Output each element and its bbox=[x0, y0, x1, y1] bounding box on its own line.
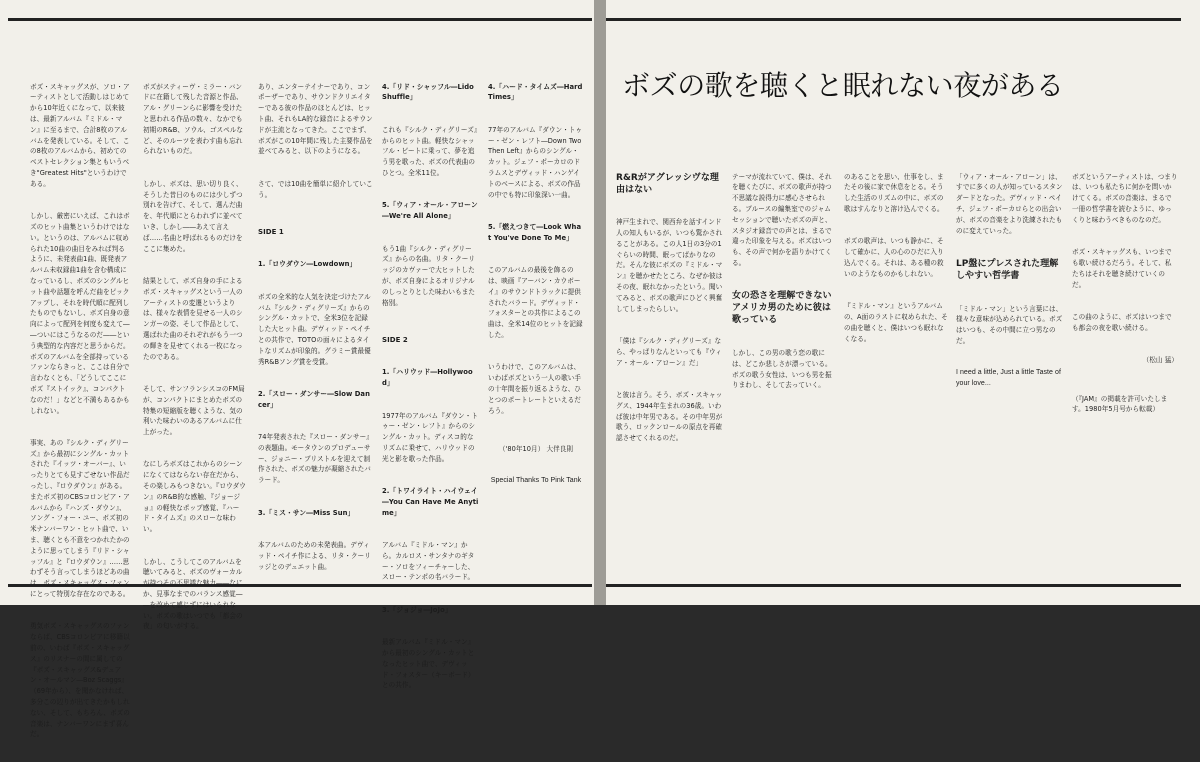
paragraph: 事実、あの『シルク・ディグリーズ』から最初にシングル・カットされた『イッツ・オーバー』、いったりとても見すごせない作品だったし、『ロウダウン』がある。またボズ初のCBSコロンビア・アルバムから『ハンズ・ダウン』、ソング・フォー・ユー、ボズ初の米ナンバーワン・ヒット曲で、いま、聴くとも不意をつかれたかのように思ってしまう『リド・シャッフル』と『ロウダウン』……思わずそう言ってしまうほどあの曲 にとって特別な存在なのである。 bbox=[30, 438, 130, 599]
paragraph: 勇気ボズ・スキャッグスのファンならば、CBSコロンビアに移籍以前の、いわば『ボズ・スキャッグス』のリスナーの間に属しての『ボズ・スキャッグス&デュアン・オールマン―Boz Scaggs』（69年から）、を聞かなければ、多分この辺りが出てきたかもしれない、そして、もちろん、ボズの音楽は、ナンバーワンにまず喜んだ。 bbox=[30, 622, 130, 739]
track-title: 1.「ハリウッド―Hollywood」 bbox=[382, 368, 473, 388]
paragraph: ボズ・スキャッグスが、ソロ・アーティストとして活動しはじめてから10年近くになって、以来彼は、最新アルバム『ミドル・マン』に至るまで、合計8枚のアルバムを発表している。そして、この8枚のアルバムから、初めてのベストセレクション集ともいうべき"Greatest Hits"というわけである。 bbox=[30, 82, 130, 188]
bottom-rule bbox=[606, 584, 1181, 587]
paragraph: しかし、この男の歌う恋の歌には、どこか悲しさが漂っている。ボズの歌う女性は、いつも男を振りまわし、そして去っていく。 bbox=[732, 348, 832, 390]
track-title: 3.「ジョジョ―JoJo」 bbox=[382, 605, 452, 614]
paragraph: しかし、こうしてこのアルバムを聴いてみると、ボズのヴォーカル か、見事なまでのバランス感覚――を改めて感じずにはいられない。ボズの歌はいつでも「都会の夜」の匂いがする。 bbox=[143, 557, 243, 631]
track-title: 4.「リド・シャッフル―Lido Shuffle」 bbox=[382, 82, 477, 102]
track-title: 2.「トワイライト・ハイウェイ―You Can Have Me Anytime」 bbox=[382, 487, 479, 517]
track-description: ボズの全米的な人気を決定づけたアルバム『シルク・ディグリーズ』からのシングル・カットで、全米3位を記録した大ヒット曲。デヴィッド・ペイチとの共作で、TOTOの面々によるタイトなリズムが印象的。グラミー賞最優秀R&Bソング賞を受賞。 bbox=[258, 292, 371, 366]
side-label: SIDE 2 bbox=[382, 335, 408, 344]
page-title: ボズの歌を聴くと眠れない夜がある bbox=[622, 69, 1064, 102]
credit-author: 大伴良則 bbox=[546, 444, 574, 453]
paragraph: 『ミドル・マン』というアルバムの、A面のラストに収められた、その曲を聴くと、僕はいつも眠れなくなる。 bbox=[844, 302, 948, 343]
track-description: 77年のアルバム『ダウン・トゥー・ゼン・レフト―Down Two Then Left』からのシングル・カット。ジェフ・ポーカロのドラムスとデヴィッド・ハンゲイトのベースによる、ボズの作品の中でも特に印象深い一曲。 bbox=[488, 125, 584, 199]
paragraph: テーマが流れていて、僕は、それを聴くたびに、ボズの歌声が持つ不思議な説得力に感心させられる。ブルースの編集室でのジャムセッションで聴いたボズの声と、スタジオ録音での声とは、まるで違った印象を与える。ボズはいつも、その声で何かを語りかけてくる。 bbox=[732, 172, 832, 267]
track-title: 5.「ウィア・オール・アローン―We're All Alone」 bbox=[382, 201, 478, 221]
paragraph: しかし、ボズは、思い切り良く、そうした昔日のものには少しずつ別れを告げて、そして、選んだ曲を、年代順にとらわれずに並べていき、しかし――あえて言えば……名曲と呼ばれるものだけをここに集めた。 bbox=[143, 179, 243, 253]
credit-thanks: Special Thanks To Pink Tank bbox=[490, 477, 582, 485]
paragraph: と彼は言う。そう、ボズ・スキャッグス、1944年生まれの36歳。いわば彼は中年男である。その中年男が歌う、ロックンロールの原点を再確認させてくれるのだ。 bbox=[616, 390, 723, 443]
text-column-3 bbox=[258, 60, 373, 570]
text-column-1 bbox=[30, 60, 130, 739]
track-description: 1977年のアルバム『ダウン・トゥー・ゼン・レフト』からのシングル・カット。ディスコ的なリズムに乗せて、ハリウッドの光と影を歌った作品。 bbox=[382, 411, 478, 463]
lyric-quote: I need a little, Just a little Taste of your love... bbox=[956, 369, 1063, 388]
top-rule bbox=[606, 18, 1181, 21]
text-column-2 bbox=[732, 150, 836, 570]
track-title: 5.「燃えつきて―Look What You've Done To Me」 bbox=[488, 222, 582, 242]
paragraph: そして、サンフランシスコのFM局が、コンパクトにまとめたボズの特集の短縮版を聴くような、気の利いた味わいのあるアルバムに仕上がった。 bbox=[143, 384, 245, 437]
paragraph: ボズ・スキャッグスも、いつまでも歌い続けるだろう。そして、私たちはそれを聴き続けていくのだ。 bbox=[1072, 248, 1172, 289]
text-column-4 bbox=[956, 150, 1064, 570]
section-heading: R&Rがアグレッシヴな理由はない bbox=[616, 172, 719, 195]
paragraph: 「ウィア・オール・アローン」は、すでに多くの人が知っているスタンダードとなった。デヴィッド・ペイチ、ジェフ・ポーカロらとの出会いが、ボズの音楽をより洗練されたものに変えていった。 bbox=[956, 172, 1063, 235]
section-heading: LP盤にプレスされた理解しやすい哲学書 bbox=[956, 258, 1059, 281]
paragraph: ボズの歌声は、いつも静かに、そして確かに、人の心のひだに入り込んでくる。それは、ある種の救いのようなものかもしれない。 bbox=[844, 237, 944, 278]
paragraph: ボズがスティーヴ・ミラー・バンドに在籍して残した音源と作品、アル・グリーンらに影響を受けたと思われる作品の数々、なかでも初期のR&B、ソウル、ゴスペルなど、そのルーツを表わす曲も忘れられないものだ。 bbox=[143, 82, 244, 156]
right-page bbox=[606, 0, 1200, 605]
bottom-rule bbox=[8, 584, 592, 587]
track-title: 4.「ハード・タイムズ―Hard Times」 bbox=[488, 82, 585, 102]
paragraph: 結果として、ボズ自身の手によるボズ・スキャッグスという一人のアーティストの変遷というよりは、様々な表情を見せる一人のシンガーの姿、そして作品として、選ばれた曲のそれぞれがもう一つの輝きを見せてくれる一枚になったのである。 bbox=[143, 276, 243, 361]
reprint-note: （『JAM』の掲載を許可いたします。1980年5月号から転載） bbox=[1072, 394, 1168, 414]
track-title: 3.「ミス・サン―Miss Sun」 bbox=[258, 508, 355, 517]
paragraph: 「僕は『シルク・ディグリーズ』なら、やっぱりなんといっても『ウィア・オール・アローン』だ」 bbox=[616, 336, 722, 367]
text-column-4 bbox=[382, 60, 480, 690]
article-author: （松山 猛） bbox=[1142, 356, 1178, 365]
track-description: もう1曲『シルク・ディグリーズ』からの名曲。リタ・クーリッジのカヴァーで大ヒットしたが、ボズ自身によるオリジナルのしっとりとした味わいもまた格別。 bbox=[382, 244, 476, 307]
text-column-3 bbox=[844, 150, 948, 570]
track-title: 2.「スロー・ダンサー―Slow Dancer」 bbox=[258, 389, 370, 409]
top-rule bbox=[8, 18, 592, 21]
section-heading: 女の恐さを理解できないアメリカ男のために彼は歌っている bbox=[732, 291, 832, 326]
text-column-5 bbox=[1072, 150, 1178, 570]
paragraph: いうわけで、このアルバムは、いわばボズという一人の歌い手の十年間を振り返るような、ひとつのポートレートといえるだろう。 bbox=[488, 363, 582, 415]
track-description: 74年発表された『スロー・ダンサー』の表題曲。モータウンのプロデューサー、ジョニー・ブリストルを迎えて制作された、ボズの魅力が凝縮されたバラード。 bbox=[258, 433, 373, 485]
text-column-5 bbox=[488, 60, 584, 570]
side-label: SIDE 1 bbox=[258, 227, 284, 236]
track-title: 1.「ロウダウン―Lowdown」 bbox=[258, 260, 357, 269]
track-description: 本アルバムのための未発表曲。デヴィッド・ペイチ作による、リタ・クーリッジとのデュエット曲。 bbox=[258, 541, 371, 571]
text-column-2 bbox=[143, 60, 248, 631]
paragraph: 「ミドル・マン」という言葉には、様々な意味が込められている。ボズはいつも、その中間に立つ男なのだ。 bbox=[956, 304, 1063, 345]
paragraph: しかし、厳密にいえば、これはボズのヒット曲集というわけではない。というのは、アルバムに収められた10曲の曲目をみれば判るように、未発表曲1曲、既発表アルバム未収録曲1曲を含む構成になっているし、ボズのシングルヒット曲や話題を呼んだ曲をピックアップし、それを時代順に配列したものでもないし、ボズ自身の意向によって配列を何度も変えて――ついにはこうなるのだ――という典型的な内容だと思うからだ。ボズのアルバムを全部持っているファンならきっと、ここは自分で言わなくとも、「どうしてここにボズ『ストイック』、コンパクトなのだ！」などと不満もあるかもしれない。 bbox=[30, 212, 130, 415]
paragraph: のあることを思い、仕事をし、またその後に家で休息をとる。そうした生活のリズムの中に、ボズの歌はすんなりと溶け込んでくる。 bbox=[844, 172, 944, 213]
left-page bbox=[0, 0, 594, 739]
paragraph: さて、では10曲を簡単に紹介していこう。 bbox=[258, 179, 373, 199]
paragraph: あり、エンターテイナーであり、コンポーザーであり、サウンドクリエイターである彼の作品のほとんどは、ヒット曲、それもLA的な録音によるサウンドが主流となってきた。ここでまず、ボズがこの10年間に残した主要作品を並べてみると、以下のようになる。 bbox=[258, 82, 373, 156]
paragraph: この曲のように、ボズはいつまでも都会の夜を歌い続ける。 bbox=[1072, 312, 1172, 332]
page-gutter bbox=[594, 0, 606, 605]
text-column-1 bbox=[616, 150, 724, 570]
track-description: アルバム『ミドル・マン』から。カルロス・サンタナのギター・ソロをフィーチャーした、スロー・テンポの名バラード。 bbox=[382, 541, 475, 582]
track-description: これも『シルク・ディグリーズ』からのヒット曲。軽快なシャッフル・ビートに乗って、夢を追う男を歌った、ボズの代表曲のひとつ。全米11位。 bbox=[382, 125, 478, 177]
credit-date: （'80年10月） bbox=[498, 444, 545, 453]
track-description: このアルバムの最後を飾るのは、映画『アーバン・カウボーイ』のサウンドトラックに提供されたバラード。デヴィッド・フォスターとの共作によるこの曲は、全米14位のヒットを記録した。 bbox=[488, 266, 583, 339]
paragraph: 神戸生まれで、関西弁を話すインド人の知人もいるが、いつも驚かされることがある。この人1日の3分の1ぐらいの時間、眠ってばかりなのだ。そんな彼にボズの『ミドル・マン』を聴かせたところ、なぜか彼はその夜、眠れなかったという。聞いてみると、ボズの歌声にひどく興奮してしまったらしい。 bbox=[616, 218, 723, 313]
track-description: 最新アルバム『ミドル・マン』から最初のシングル・カットとなったヒット曲で、デヴィッド・フォスター（キーボード）との共作。 bbox=[382, 638, 475, 690]
paragraph: なにしろボズはこれからのシーンになくてはならない存在だから、その楽しみもつきない。『ロウダウン』のR&B的な感触、『ジョージョ』の軽快なポップ感覚、『ハード・タイムズ』のスローな味わい。 bbox=[143, 460, 246, 534]
paragraph: ボズというアーティストは、つまりは、いつも私たちに何かを問いかけてくる。ボズの音楽は、まるで一冊の哲学書を読むように、ゆっくりと味わうべきものなのだ。 bbox=[1072, 172, 1178, 224]
credit-line bbox=[488, 444, 584, 455]
